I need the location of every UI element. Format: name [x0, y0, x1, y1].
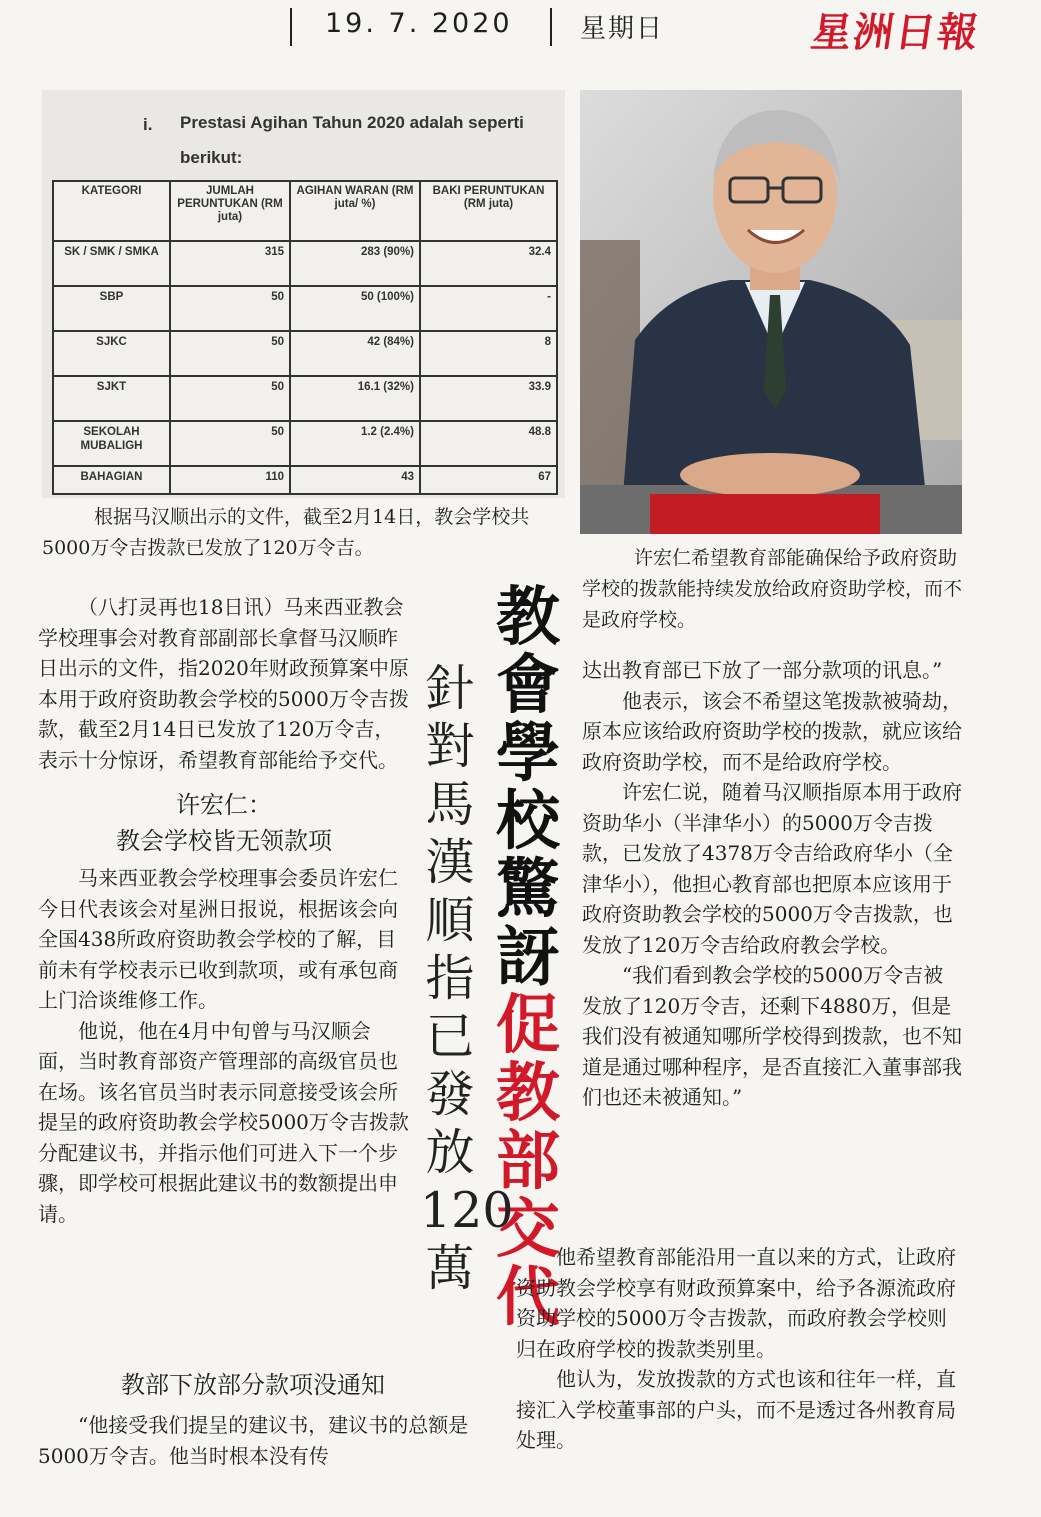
document-title-line2: berikut: [180, 148, 243, 167]
document-item-number: i. [143, 115, 153, 134]
table-cell: BAHAGIAN [53, 466, 170, 494]
table-cell: 50 [170, 421, 290, 466]
header-divider-right [550, 8, 552, 46]
table-cell: 50 [170, 286, 290, 331]
table-header: AGIHAN WARAN (RM juta/ %) [290, 181, 420, 241]
table-cell: SK / SMK / SMKA [53, 241, 170, 286]
table-cell: 50 (100%) [290, 286, 420, 331]
table-row [53, 421, 557, 466]
table-cell: 32.4 [420, 241, 557, 286]
article-lead: （八打灵再也18日讯）马来西亚教会学校理事会对教育部副部长拿督马汉顺昨日出示的文件，指2020年财政预算案中原本用于政府资助教会学校的5000万令吉拨款，截至2月14日已发放了120万令吉，表示十分惊讶，希望教育部能给予交代。 [38, 595, 409, 772]
article-paragraph: 他希望教育部能沿用一直以来的方式，让政府资助教会学校享有财政预算案中，给予各源流政府资助学校的5000万令吉拨款，而政府教会学校则归在政府学校的拨款类别里。 [516, 1245, 956, 1361]
article-paragraph: 他说，他在4月中旬曾与马汉顺会面，当时教育部资产管理部的高级官员也在场。该名官员当时表示同意接受该会所提呈的政府资助教会学校5000万令吉拨款分配建议书，并指示他们可进入下一个步骤，即学校可根据此建议书的数额提出申请。 [38, 1018, 409, 1226]
table-cell: 50 [170, 376, 290, 421]
table-cell: 8 [420, 331, 557, 376]
table-cell: - [420, 286, 557, 331]
article-paragraph: 许宏仁说，随着马汉顺指原本用于政府资助华小（半津华小）的5000万令吉拨款，已发放了4378万令吉给政府华小（全津华小），他担心教育部也把原本应该用于政府资助教会学校的5000万令吉拨款，也发放了120万令吉给政府教会学校。 [582, 780, 962, 957]
table-cell: SEKOLAH MUBALIGH [53, 421, 170, 466]
table-cell: SJKT [53, 376, 170, 421]
table-cell: 48.8 [420, 421, 557, 466]
article-paragraph: “我们看到教会学校的5000万令吉被发放了120万令吉，还剩下4880万，但是我们没有被通知哪所学校得到拨款，也不知道是通过哪种程序，是否直接汇入董事部我们也还未被通知。” [582, 963, 962, 1109]
table-row [53, 376, 557, 421]
article-paragraph-continued: 达出教育部已下放了一部分款项的讯息。” [582, 658, 943, 682]
table-cell: 110 [170, 466, 290, 494]
header-day: 星期日 [580, 14, 665, 44]
table-cell: 315 [170, 241, 290, 286]
table-row [53, 466, 557, 494]
table-cell: SJKC [53, 331, 170, 376]
table-row [53, 286, 557, 331]
table-row [53, 331, 557, 376]
article-bottom-right [516, 1242, 962, 1456]
table-cell: 33.9 [420, 376, 557, 421]
table-cell: 42 (84%) [290, 331, 420, 376]
headline-sub: 針對馬漢順指已發放120萬 [420, 660, 514, 1297]
article-paragraph: 他认为，发放拨款的方式也该和往年一样，直接汇入学校董事部的户头，而不是透过各州教育局处理。 [516, 1367, 956, 1452]
subhead-1-line2: 教会学校皆无领款项 [116, 827, 332, 855]
article-paragraph: 他表示，该会不希望这笔拨款被骑劫，原本应该给政府资助学校的拨款，就应该给政府资助学校，而不是给政府学校。 [582, 688, 962, 774]
table-cell: 16.1 (32%) [290, 376, 420, 421]
table-cell: 67 [420, 466, 557, 494]
document-title-line1: Prestasi Agihan Tahun 2020 adalah seperti [180, 113, 524, 132]
article-paragraph: “他接受我们提呈的建议书，建议书的总额是5000万令吉。他当时根本没有传 [38, 1413, 469, 1468]
portrait-illustration [580, 90, 962, 534]
table-cell: 1.2 (2.4%) [290, 421, 420, 466]
allocation-table [52, 180, 558, 495]
document-caption: 根据马汉顺出示的文件，截至2月14日，教会学校共5000万令吉拨款已发放了120万令吉。 [42, 506, 530, 559]
article-left-bottom [38, 1410, 478, 1471]
table-header: JUMLAH PERUNTUKAN (RM juta) [170, 181, 290, 241]
table-cell: 50 [170, 331, 290, 376]
subhead-1-line1: 许宏仁： [176, 791, 272, 819]
headline-part2: 促教部交代 [496, 989, 560, 1335]
portrait-photo [580, 90, 962, 534]
table-cell: SBP [53, 286, 170, 331]
subhead-2: 教部下放部分款项没通知 [121, 1371, 385, 1399]
article-paragraph: 马来西亚教会学校理事会委员许宏仁今日代表该会对星洲日报说，根据该会向全国438所政府资助教会学校的了解，目前未有学校表示已收到款项，或有承包商上门洽谈维修工作。 [38, 866, 398, 1012]
header-divider-left [290, 8, 292, 46]
photo-caption: 许宏仁希望教育部能确保给予政府资助学校的拨款能持续发放给政府资助学校，而不是政府学校。 [582, 547, 963, 631]
table-cell: 43 [290, 466, 420, 494]
table-header-row [53, 181, 557, 241]
newspaper-logo: 星洲日報 [808, 9, 983, 56]
table-row [53, 241, 557, 286]
article-left-column [38, 592, 410, 1229]
table-cell: 283 (90%) [290, 241, 420, 286]
header-date: 19. 7. 2020 [325, 8, 513, 39]
article-right-column [582, 655, 962, 1113]
table-header: KATEGORI [53, 181, 170, 241]
table-header: BAKI PERUNTUKAN (RM juta) [420, 181, 557, 241]
headline-part1: 教會學校驚訝 [496, 581, 560, 995]
